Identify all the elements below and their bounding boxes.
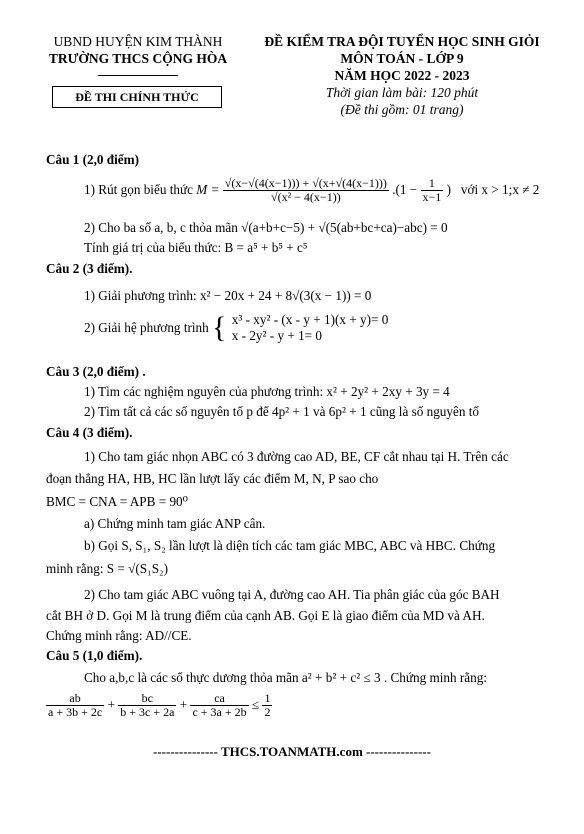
q2-system — [232, 312, 389, 344]
q2-part1: 1) Giải phương trình: x² − 20x + 24 + 8√(3(x − 1)) = 0 — [84, 288, 372, 303]
q1-small-fraction — [421, 177, 444, 204]
brace-icon: { — [212, 311, 227, 344]
time-limit: Thời gian làm bài: 120 phút — [325, 85, 479, 100]
q1-denominator: √(x² − 4(x−1)) — [270, 190, 341, 205]
q5-frac1-den: a + 3b + 2c — [48, 705, 103, 720]
q4-p2b: cắt BH ở D. Gọi M là trung điểm của cạnh AB. Gọi E là giao điểm của MD và AH. — [46, 608, 485, 623]
q4-pb2: minh rằng: S = √(S₁S₂) — [46, 561, 169, 576]
subject: MÔN TOÁN - LỚP 9 — [340, 51, 464, 66]
q5-frac1 — [46, 692, 104, 719]
q1-small-num: 1 — [421, 177, 444, 191]
q1-part3: Tính giá trị của biểu thức: B = a⁵ + b⁵ + c⁵ — [84, 240, 308, 255]
q5-frac2-den: b + 3c + 2a — [120, 705, 175, 720]
q1-close: ) — [446, 182, 452, 197]
q2-title: Câu 2 (3 điểm). — [46, 261, 133, 276]
q3-part2: 2) Tìm tất cả các số nguyên tố p để 4p² + 1 và 6p² + 1 cũng là số nguyên tố — [84, 404, 480, 419]
q4-title: Câu 4 (3 điểm). — [46, 425, 133, 440]
q1-part1 — [84, 175, 539, 205]
q1-mid: .(1 − — [392, 182, 418, 197]
q4-p1a: 1) Cho tam giác nhọn ABC có 3 đường cao AD, BE, CF cắt nhau tại H. Trên các — [84, 449, 509, 464]
footer-source: --------------- THCS.TOANMATH.com --------------- — [153, 744, 431, 759]
school-name: TRƯỜNG THCS CỘNG HÒA — [48, 51, 228, 66]
q3-part1: 1) Tìm các nghiệm nguyên của phương trình: x² + 2y² + 2xy + 3y = 4 — [84, 384, 450, 399]
q4-p2c: Chứng minh rằng: AD//CE. — [46, 628, 192, 643]
page-count: (Đề thi gồm: 01 trang) — [340, 102, 464, 117]
q2-eq1: x³ - xy² - (x - y + 1)(x + y)= 0 — [231, 312, 389, 327]
q5-frac2 — [118, 692, 176, 719]
q3-title: Câu 3 (2,0 điểm) . — [46, 364, 146, 379]
exam-title: ĐỀ KIỂM TRA ĐỘI TUYỂN HỌC SINH GIỎI — [264, 34, 540, 49]
q4-p1c: BMC = CNA = APB = 90⁰ — [46, 494, 188, 509]
q2-eq2: x - 2y² - y + 1= 0 — [231, 328, 322, 343]
q1-part1-prefix: 1) Rút gọn biểu thức — [84, 182, 193, 197]
q1-small-den: x−1 — [422, 190, 442, 205]
q5-frac3-num: ca — [190, 692, 248, 706]
district-name: UBND HUYỆN KIM THÀNH — [53, 34, 223, 49]
q1-numerator: √(x−√(4(x−1))) + √(x+√(4(x−1))) — [224, 176, 387, 191]
header-left — [38, 33, 238, 76]
header-divider — [98, 75, 178, 76]
q5-frac3 — [190, 692, 248, 719]
q4-p1b: đoạn thẳng HA, HB, HC lần lượt lấy các điểm M, N, P sao cho — [46, 471, 379, 486]
q4-p2a: 2) Cho tam giác ABC vuông tại A, đường cao AH. Tia phân giác của góc BAH — [84, 587, 500, 602]
q5-frac3-den: c + 3a + 2b — [192, 705, 247, 720]
q2-part2-prefix: 2) Giải hệ phương trình — [84, 320, 209, 335]
q5-rhs — [262, 692, 272, 719]
q1-part2: 2) Cho ba số a, b, c thỏa mãn √(a+b+c−5) + √(5(ab+bc+ca)−abc) = 0 — [84, 220, 448, 235]
q1-title: Câu 1 (2,0 điểm) — [46, 152, 140, 167]
school-year: NĂM HỌC 2022 - 2023 — [334, 68, 470, 83]
q5-inequality — [46, 690, 272, 720]
q2-part2 — [84, 312, 388, 344]
q5-rhs-num: 1 — [264, 691, 271, 706]
official-badge: ĐỀ THI CHÍNH THỨC — [52, 86, 222, 108]
q1-M-label: M = — [196, 182, 220, 197]
q1-condition: với x > 1;x ≠ 2 — [460, 182, 540, 197]
le-sign: ≤ — [251, 697, 260, 712]
plus-sign: + — [179, 697, 188, 712]
q5-title: Câu 5 (1,0 điểm). — [46, 648, 143, 663]
q5-frac2-num: bc — [118, 692, 176, 706]
q4-pb: b) Gọi S, S₁, S₂ lần lượt là diện tích các tam giác MBC, ABC và HBC. Chứng — [84, 538, 496, 553]
header-right — [246, 33, 558, 118]
q5-rhs-den: 2 — [264, 705, 271, 720]
q4-pa: a) Chứng minh tam giác ANP cân. — [84, 516, 266, 531]
q1-main-fraction — [223, 177, 389, 204]
plus-sign: + — [107, 697, 115, 712]
q5-p1: Cho a,b,c là các số thực dương thỏa mãn a² + b² + c² ≤ 3 . Chứng minh rằng: — [84, 670, 487, 685]
q5-frac1-num: ab — [46, 692, 104, 706]
